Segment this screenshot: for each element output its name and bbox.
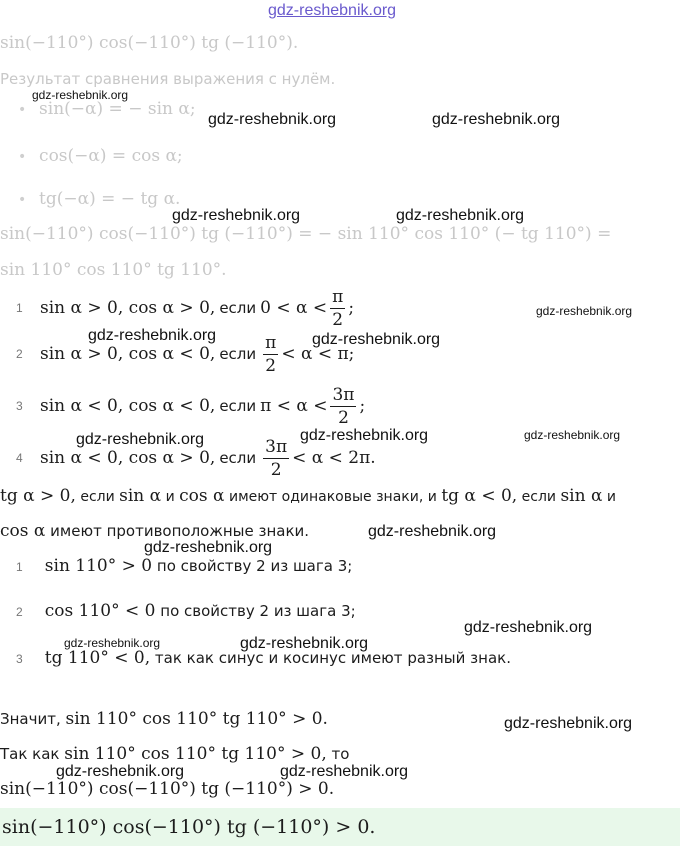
fraction: $\frac{3\pi}{2}$ (332, 384, 355, 428)
identity-text: cos(−α) = cos α; (39, 146, 183, 166)
watermark: gdz-reshebnik.org (464, 619, 593, 636)
quadrant-word: если (219, 449, 257, 467)
watermark: gdz-reshebnik.org (240, 635, 369, 652)
watermark: gdz-reshebnik.org (504, 715, 633, 732)
watermark: gdz-reshebnik.org (32, 88, 129, 102)
watermark: gdz-reshebnik.org (524, 428, 621, 442)
watermark: gdz-reshebnik.org (208, 111, 337, 128)
quadrant-word: если (219, 299, 257, 317)
list-number: 3 (16, 399, 23, 413)
tg-rule-line-2: cos α имеют противоположные знаки. (0, 521, 310, 541)
answer-text: sin(−110°) cos(−110°) tg (−110°) > 0. (2, 816, 376, 838)
quadrant-math: sin α < 0, cos α > 0, (40, 448, 216, 468)
watermark-top-link[interactable]: gdz-reshebnik.org (268, 2, 397, 19)
fraction: $\frac{\pi}{2}$ (332, 286, 344, 330)
list-number: 2 (16, 605, 23, 619)
watermark: gdz-reshebnik.org (280, 763, 409, 780)
header-expression: sin(−110°) cos(−110°) tg (−110°). (0, 33, 299, 53)
step-math: tg 110° < 0, (44, 648, 151, 668)
step-text: по свойству 2 из шага 3; (156, 557, 353, 575)
conclusion-2: Так как sin 110° cos 110° tg 110° > 0, то (0, 744, 350, 764)
answer-box (0, 808, 680, 846)
step-text: по свойству 2 из шага 3; (160, 602, 356, 620)
transform-line-1: sin(−110°) cos(−110°) tg (−110°) = − sin 110° cos 110° (− tg 110°) = (0, 224, 612, 244)
quadrant-math: < α < 2π. (292, 448, 376, 468)
quadrant-word: если (219, 345, 257, 363)
watermark: gdz-reshebnik.org (396, 207, 525, 224)
conclusion-3: sin(−110°) cos(−110°) tg (−110°) > 0. (0, 779, 335, 799)
quadrant-math: sin α > 0, cos α < 0, (40, 344, 216, 364)
bullet-icon: • (18, 192, 27, 208)
quadrant-math: sin α < 0, cos α < 0, (40, 396, 216, 416)
watermark: gdz-reshebnik.org (64, 636, 161, 650)
watermark: gdz-reshebnik.org (368, 523, 497, 540)
list-number: 1 (16, 560, 23, 574)
quadrant-math: 0 < α < (260, 298, 328, 318)
watermark: gdz-reshebnik.org (536, 304, 633, 318)
quadrant-math: π < α < (260, 396, 328, 416)
step-math: sin 110° > 0 (44, 556, 153, 576)
watermark: gdz-reshebnik.org (76, 431, 205, 448)
identity-item (18, 146, 183, 166)
step-item (16, 556, 352, 576)
watermark: gdz-reshebnik.org (172, 207, 301, 224)
quadrant-word: если (219, 397, 257, 415)
watermark: gdz-reshebnik.org (300, 427, 429, 444)
list-number: 1 (16, 301, 23, 315)
watermark: gdz-reshebnik.org (88, 327, 217, 344)
watermark: gdz-reshebnik.org (432, 111, 561, 128)
tg-rule-line-1: tg α > 0, если sin α и cos α имеют одинаковые знаки, и tg α < 0, если sin α и (0, 486, 617, 506)
step-text: так как синус и косинус имеют разный знак. (154, 649, 511, 667)
watermark: gdz-reshebnik.org (56, 763, 185, 780)
identity-text: tg(−α) = − tg α. (39, 189, 181, 209)
list-number: 3 (16, 652, 23, 666)
transform-line-2: sin 110° cos 110° tg 110°. (0, 260, 227, 280)
watermark: gdz-reshebnik.org (144, 539, 273, 556)
quadrant-rule (16, 384, 365, 428)
quadrant-math: ; (359, 396, 366, 416)
identity-item (18, 99, 196, 119)
watermark: gdz-reshebnik.org (312, 331, 441, 348)
list-number: 2 (16, 347, 23, 361)
quadrant-math: sin α > 0, cos α > 0, (40, 298, 216, 318)
intro-text: Результат сравнения выражения с нулём. (0, 70, 336, 88)
quadrant-math: < α < π; (281, 344, 355, 364)
identity-text: sin(−α) = − sin α; (39, 99, 196, 119)
fraction: $\frac{3\pi}{2}$ (265, 436, 288, 480)
list-number: 4 (16, 451, 23, 465)
step-item (16, 601, 356, 621)
bullet-icon: • (18, 149, 27, 165)
quadrant-math: ; (348, 298, 355, 318)
bullet-icon: • (18, 102, 27, 118)
identity-item (18, 189, 180, 209)
fraction: $\frac{\pi}{2}$ (265, 332, 277, 376)
step-math: cos 110° < 0 (44, 601, 156, 621)
conclusion-1: Значит, sin 110° cos 110° tg 110° > 0. (0, 709, 328, 729)
quadrant-rule (16, 286, 354, 330)
